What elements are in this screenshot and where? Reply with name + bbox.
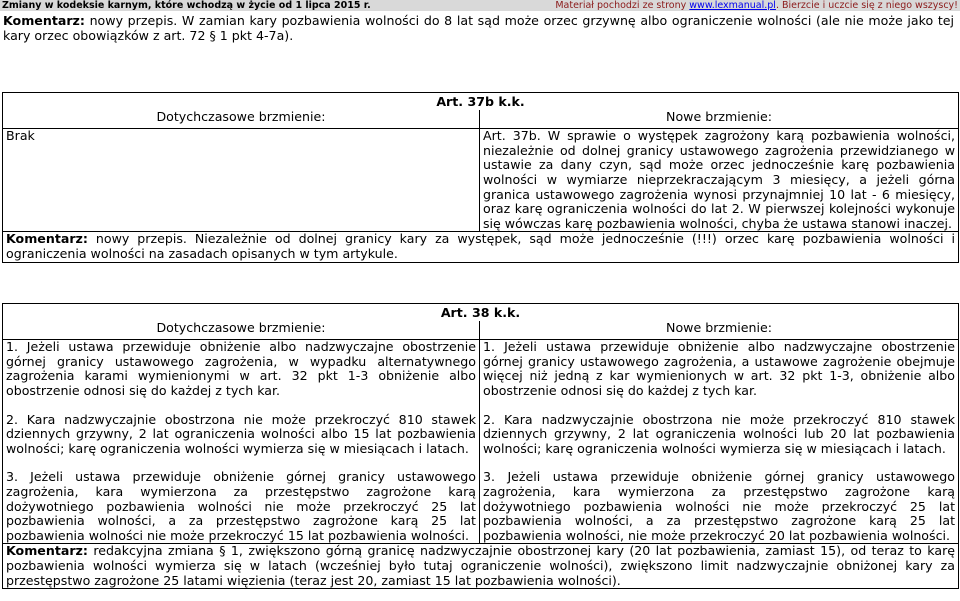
art-38-old-para-1: 1. Jeżeli ustawa przewiduje obniżenie albo nadzwyczajne obostrzenie górnej granicy ustawowego zagrożenia, w wypadku alternatywnego zagrożenia karami wymienionymi w art. 32 pkt 1-3 obniżenie albo obostrzenie odnosi się do każdej z tych kar. — [6, 339, 476, 398]
comment-text: nowy przepis. Niezależnie od dolnej granicy kary za występek, sąd może jednocześnie (!!!) orzec karę pozbawienia wolności i ograniczenia wolności na zasadach opisanych w tym artykule. — [6, 231, 956, 261]
art-38-table — [2, 303, 959, 589]
art-37b-comment — [3, 232, 959, 262]
art-38-new-para-1: 1. Jeżeli ustawa przewiduje obniżenie albo nadzwyczajne obostrzenie górnej granicy ustawowego zagrożenia, a ustawowe zagrożenie obejmuje więcej niż jedną z kar wymienionych w art. 32 pkt 1-3, obniżenie albo obostrzenie odnosi się do każdej z tych kar. — [483, 339, 956, 398]
source-suffix: . Bierzcie i uczcie się z niego wszyscy! — [775, 0, 958, 11]
art-38-new-para-3: 3. Jeżeli ustawa przewiduje obniżenie górnej granicy ustawowego zagrożenia, kara wymierzona za przestępstwo zagrożone karą dożywotniego pozbawienia wolności nie może przekroczyć 25 lat pozbawienia wolności, a za przestępstwo zagrożone karą 25 lat pozbawienia wolności, nie może przekroczyć 20 lat pozbawienia wolności. — [483, 469, 956, 543]
column-header-new: Nowe brzmienie: — [480, 321, 959, 340]
art-38-old-para-2: 2. Kara nadzwyczajnie obostrzona nie może przekroczyć 810 stawek dziennych grzywny, 2 lat ograniczenia wolności albo 15 lat pozbawienia wolności; karę ograniczenia wolności wymierza się w miesiącach i latach. — [6, 411, 476, 456]
source-link[interactable]: www.lexmanual.pl — [689, 0, 776, 11]
art-38-title: Art. 38 k.k. — [3, 304, 959, 321]
art-38-old-text — [3, 340, 480, 544]
column-header-old: Dotychczasowe brzmienie: — [3, 110, 480, 129]
art-38-comment — [3, 544, 959, 589]
art-37b-old-text: Brak — [3, 129, 480, 232]
comment-label: Komentarz: — [6, 231, 88, 247]
document-header-title: Zmiany w kodeksie karnym, które wchodzą w życie od 1 lipca 2015 r. — [2, 0, 371, 11]
document-header-source — [555, 0, 958, 11]
comment-text: redakcyjna zmiana § 1, zwiększono górną granicę nadzwyczajnie obostrzonej kary (20 lat pozbawienia, zamiast 15), od teraz to karę pozbawienia wolności wymierza się w latach (wcześniej było tutaj ograniczenie wolności), zwiększono limit nadzwyczajnie obniżonej kary za przestępstwo zagrożone 25 latami więzienia (teraz jest 20, zamiast 15 lat pozbawienia wolności). — [6, 543, 956, 588]
art-37b-table — [2, 92, 959, 263]
art-38-new-text — [480, 340, 959, 544]
column-header-new: Nowe brzmienie: — [480, 110, 959, 129]
art-38-new-para-2: 2. Kara nadzwyczajnie obostrzona nie może przekroczyć 810 stawek dziennych grzywny, 2 lat ograniczenia wolności lub 20 lat pozbawienia wolności; karę ograniczenia wolności wymierza się w miesiącach i latach. — [483, 411, 956, 456]
art-37b-new-text: Art. 37b. W sprawie o występek zagrożony karą pozbawienia wolności, niezależnie od dolnej granicy ustawowego zagrożenia przewidzianego w ustawie za dany czyn, sąd może orzec jednocześnie karę pozbawienia wolności w wymiarze nieprzekraczającym 3 miesięcy, a jeżeli górna granica ustawowego zagrożenia wynosi przynajmniej 10 lat - 6 miesięcy, oraz karę ograniczenia wolności do lat 2. W pierwszej kolejności wykonuje się wówczas karę pozbawienia wolności, chyba że ustawa stanowi inaczej. — [480, 129, 959, 232]
comment-label: Komentarz: — [6, 543, 88, 559]
column-header-old: Dotychczasowe brzmienie: — [3, 321, 480, 340]
comment-label: Komentarz: — [3, 13, 85, 28]
intro-comment — [3, 14, 954, 43]
art-38-old-para-3: 3. Jeżeli ustawa przewiduje obniżenie górnej granicy ustawowego zagrożenia, kara wymierzona za przestępstwo zagrożone karą dożywotniego pozbawienia wolności nie może przekroczyć 25 lat pozbawienia wolności, a za przestępstwo zagrożone karą 25 lat pozbawienia wolności nie może przekroczyć 15 lat pozbawienia wolności. — [6, 469, 476, 543]
source-prefix: Materiał pochodzi ze strony — [555, 0, 690, 11]
comment-text: nowy przepis. W zamian kary pozbawienia wolności do 8 lat sąd może orzec grzywnę albo ograniczenie wolności (ale nie może jako tej kary orzec obowiązków z art. 72 § 1 pkt 4-7a). — [3, 13, 954, 43]
document-header-bar — [0, 0, 960, 11]
art-37b-title: Art. 37b k.k. — [3, 93, 959, 110]
